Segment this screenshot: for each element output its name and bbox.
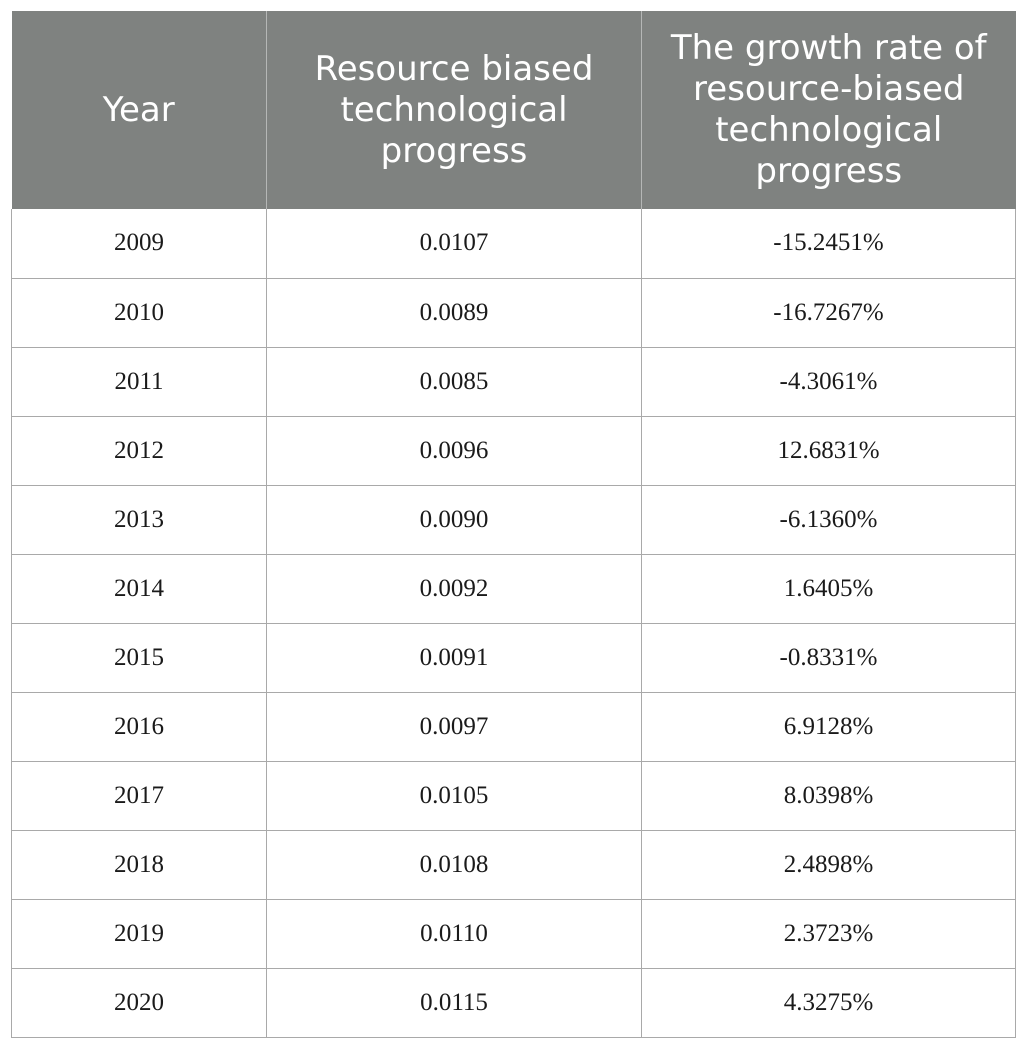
cell-year: 2015 — [12, 623, 267, 692]
table-row — [12, 761, 1016, 830]
cell-growth-rate: 1.6405% — [642, 554, 1016, 623]
cell-growth-rate: -4.3061% — [642, 347, 1016, 416]
cell-progress: 0.0107 — [267, 209, 642, 278]
cell-progress: 0.0108 — [267, 830, 642, 899]
table-row — [12, 278, 1016, 347]
cell-growth-rate: -6.1360% — [642, 485, 1016, 554]
table-row — [12, 416, 1016, 485]
cell-year: 2016 — [12, 692, 267, 761]
table-row — [12, 899, 1016, 968]
table-row — [12, 347, 1016, 416]
cell-year: 2010 — [12, 278, 267, 347]
cell-progress: 0.0096 — [267, 416, 642, 485]
cell-growth-rate: 12.6831% — [642, 416, 1016, 485]
table-row — [12, 623, 1016, 692]
table-row — [12, 485, 1016, 554]
cell-progress: 0.0089 — [267, 278, 642, 347]
cell-year: 2011 — [12, 347, 267, 416]
cell-progress: 0.0115 — [267, 968, 642, 1037]
cell-year: 2014 — [12, 554, 267, 623]
cell-progress: 0.0092 — [267, 554, 642, 623]
table-body — [12, 209, 1016, 1037]
cell-progress: 0.0090 — [267, 485, 642, 554]
cell-progress: 0.0091 — [267, 623, 642, 692]
cell-growth-rate: 4.3275% — [642, 968, 1016, 1037]
cell-growth-rate: 8.0398% — [642, 761, 1016, 830]
cell-progress: 0.0085 — [267, 347, 642, 416]
header-resource-biased-progress: Resource biased technological progress — [267, 11, 642, 209]
cell-year: 2012 — [12, 416, 267, 485]
table-row — [12, 968, 1016, 1037]
cell-growth-rate: -15.2451% — [642, 209, 1016, 278]
table-header — [12, 11, 1016, 209]
table-row — [12, 692, 1016, 761]
cell-progress: 0.0105 — [267, 761, 642, 830]
cell-growth-rate: 2.4898% — [642, 830, 1016, 899]
cell-year: 2013 — [12, 485, 267, 554]
cell-year: 2020 — [12, 968, 267, 1037]
cell-growth-rate: -0.8331% — [642, 623, 1016, 692]
cell-growth-rate: 2.3723% — [642, 899, 1016, 968]
table-row — [12, 554, 1016, 623]
header-row — [12, 11, 1016, 209]
cell-progress: 0.0097 — [267, 692, 642, 761]
cell-year: 2018 — [12, 830, 267, 899]
header-year: Year — [12, 11, 267, 209]
table-row — [12, 209, 1016, 278]
data-table — [11, 11, 1016, 1038]
header-growth-rate: The growth rate of resource-biased technological progress — [642, 11, 1016, 209]
table-row — [12, 830, 1016, 899]
cell-growth-rate: -16.7267% — [642, 278, 1016, 347]
cell-progress: 0.0110 — [267, 899, 642, 968]
cell-growth-rate: 6.9128% — [642, 692, 1016, 761]
cell-year: 2019 — [12, 899, 267, 968]
data-table-container — [11, 11, 1015, 1038]
cell-year: 2017 — [12, 761, 267, 830]
cell-year: 2009 — [12, 209, 267, 278]
